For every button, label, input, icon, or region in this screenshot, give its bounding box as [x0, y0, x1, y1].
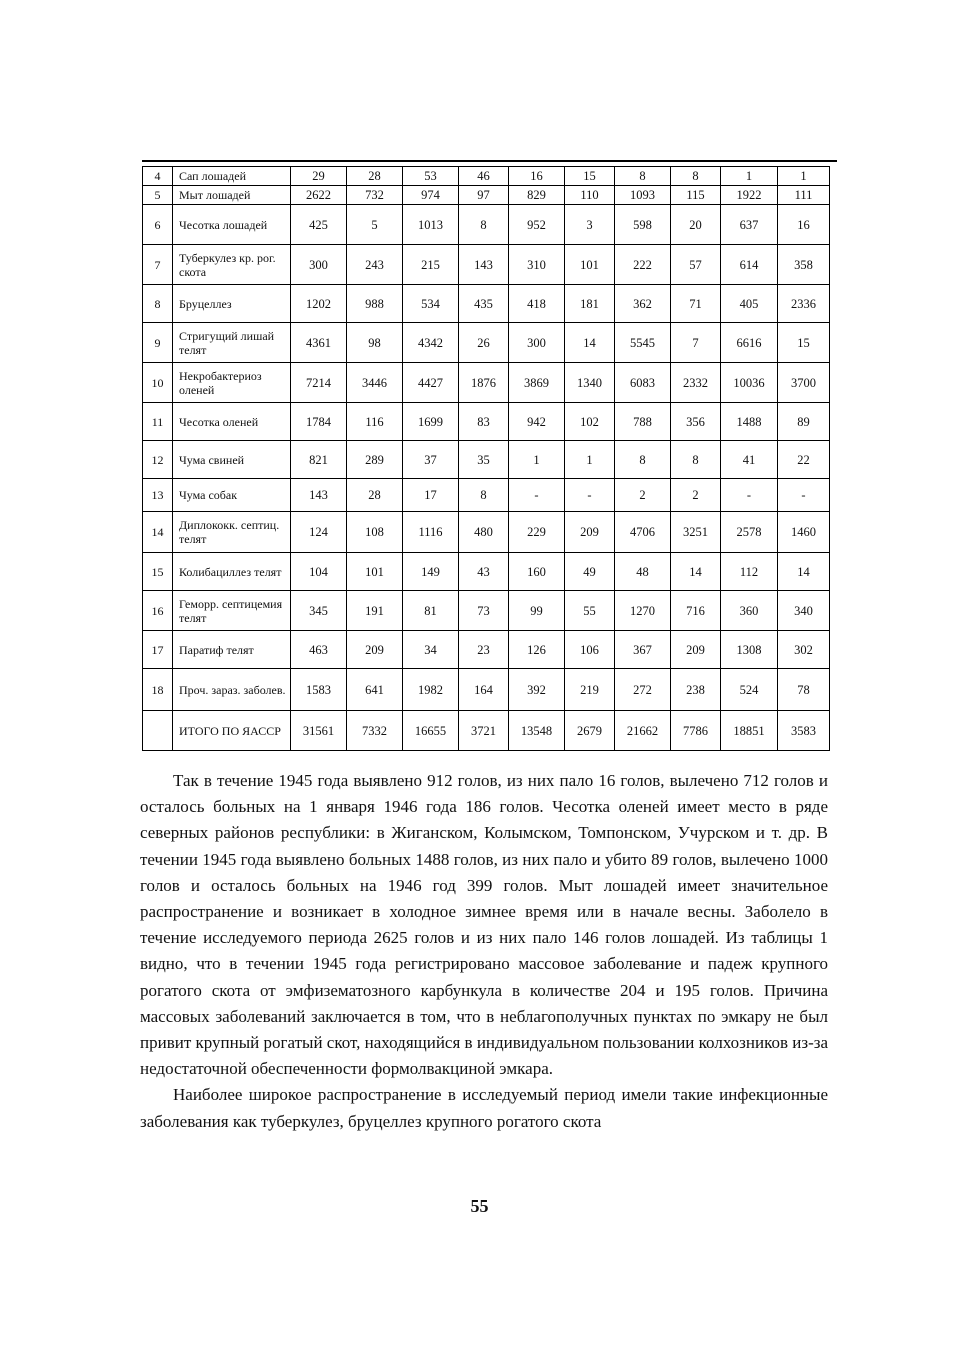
value-cell: 362	[615, 285, 671, 323]
disease-name: ИТОГО ПО ЯАССР	[173, 711, 291, 751]
value-cell: 71	[671, 285, 721, 323]
value-cell: 3	[565, 205, 615, 245]
value-cell: 8	[459, 205, 509, 245]
value-cell: 20	[671, 205, 721, 245]
value-cell: 1202	[291, 285, 347, 323]
value-cell: 209	[671, 631, 721, 669]
value-cell: 1	[509, 441, 565, 479]
row-number: 7	[143, 245, 173, 285]
value-cell: 89	[778, 403, 830, 441]
value-cell: 1	[778, 167, 830, 186]
table-row	[143, 403, 830, 441]
value-cell: 83	[459, 403, 509, 441]
row-number: 4	[143, 167, 173, 186]
value-cell: 1340	[565, 363, 615, 403]
value-cell: 302	[778, 631, 830, 669]
disease-name: Паратиф телят	[173, 631, 291, 669]
value-cell: 8	[615, 441, 671, 479]
value-cell: 1583	[291, 669, 347, 711]
value-cell: 1	[565, 441, 615, 479]
table-row	[143, 186, 830, 205]
value-cell: 345	[291, 591, 347, 631]
value-cell: 7332	[347, 711, 403, 751]
value-cell: 821	[291, 441, 347, 479]
value-cell: 1308	[721, 631, 778, 669]
row-number: 11	[143, 403, 173, 441]
value-cell: 3583	[778, 711, 830, 751]
value-cell: 46	[459, 167, 509, 186]
disease-name: Чесотка лошадей	[173, 205, 291, 245]
value-cell: 22	[778, 441, 830, 479]
row-number: 10	[143, 363, 173, 403]
value-cell: 97	[459, 186, 509, 205]
value-cell: 641	[347, 669, 403, 711]
table-row	[143, 285, 830, 323]
value-cell: 356	[671, 403, 721, 441]
value-cell: 1013	[403, 205, 459, 245]
value-cell: -	[778, 479, 830, 512]
value-cell: 2622	[291, 186, 347, 205]
value-cell: 1	[721, 167, 778, 186]
value-cell: 7214	[291, 363, 347, 403]
value-cell: 160	[509, 553, 565, 591]
value-cell: 14	[565, 323, 615, 363]
value-cell: 405	[721, 285, 778, 323]
value-cell: 732	[347, 186, 403, 205]
disease-name: Чума собак	[173, 479, 291, 512]
value-cell: 143	[291, 479, 347, 512]
value-cell: 149	[403, 553, 459, 591]
disease-name: Чесотка оленей	[173, 403, 291, 441]
value-cell: 340	[778, 591, 830, 631]
disease-name: Колибациллез телят	[173, 553, 291, 591]
value-cell: 191	[347, 591, 403, 631]
row-number: 17	[143, 631, 173, 669]
value-cell: 164	[459, 669, 509, 711]
value-cell: 104	[291, 553, 347, 591]
value-cell: 23	[459, 631, 509, 669]
value-cell: 243	[347, 245, 403, 285]
value-cell: 425	[291, 205, 347, 245]
value-cell: 101	[347, 553, 403, 591]
value-cell: 360	[721, 591, 778, 631]
value-cell: 310	[509, 245, 565, 285]
value-cell: 2336	[778, 285, 830, 323]
value-cell: 14	[778, 553, 830, 591]
value-cell: 598	[615, 205, 671, 245]
value-cell: 181	[565, 285, 615, 323]
value-cell: 2	[615, 479, 671, 512]
value-cell: 99	[509, 591, 565, 631]
value-cell: 2	[671, 479, 721, 512]
disease-name: Проч. зараз. заболев.	[173, 669, 291, 711]
value-cell: 41	[721, 441, 778, 479]
value-cell: 98	[347, 323, 403, 363]
value-cell: 1699	[403, 403, 459, 441]
table-row	[143, 167, 830, 186]
value-cell: 614	[721, 245, 778, 285]
value-cell: 57	[671, 245, 721, 285]
disease-name: Чума свиней	[173, 441, 291, 479]
value-cell: 1116	[403, 512, 459, 553]
row-number	[143, 711, 173, 751]
value-cell: 16	[509, 167, 565, 186]
value-cell: 49	[565, 553, 615, 591]
value-cell: 637	[721, 205, 778, 245]
value-cell: 942	[509, 403, 565, 441]
row-number: 13	[143, 479, 173, 512]
value-cell: 116	[347, 403, 403, 441]
row-number: 16	[143, 591, 173, 631]
value-cell: 4361	[291, 323, 347, 363]
value-cell: 952	[509, 205, 565, 245]
value-cell: 126	[509, 631, 565, 669]
table-row	[143, 479, 830, 512]
value-cell: 110	[565, 186, 615, 205]
value-cell: 1876	[459, 363, 509, 403]
table-row	[143, 711, 830, 751]
value-cell: 219	[565, 669, 615, 711]
table-row	[143, 553, 830, 591]
table-row	[143, 205, 830, 245]
body-text	[140, 768, 828, 1135]
value-cell: 21662	[615, 711, 671, 751]
table-body	[143, 167, 830, 751]
value-cell: 289	[347, 441, 403, 479]
page-number: 55	[470, 1196, 489, 1216]
value-cell: 8	[671, 167, 721, 186]
value-cell: 53	[403, 167, 459, 186]
value-cell: 37	[403, 441, 459, 479]
row-number: 6	[143, 205, 173, 245]
value-cell: 215	[403, 245, 459, 285]
value-cell: 358	[778, 245, 830, 285]
value-cell: 15	[778, 323, 830, 363]
value-cell: 48	[615, 553, 671, 591]
table-row	[143, 441, 830, 479]
value-cell: 17	[403, 479, 459, 512]
value-cell: 300	[509, 323, 565, 363]
value-cell: 3251	[671, 512, 721, 553]
value-cell: 5545	[615, 323, 671, 363]
value-cell: 1488	[721, 403, 778, 441]
value-cell: 367	[615, 631, 671, 669]
value-cell: 1093	[615, 186, 671, 205]
value-cell: 43	[459, 553, 509, 591]
value-cell: 10036	[721, 363, 778, 403]
value-cell: 2578	[721, 512, 778, 553]
value-cell: 3721	[459, 711, 509, 751]
value-cell: 788	[615, 403, 671, 441]
row-number: 9	[143, 323, 173, 363]
value-cell: 112	[721, 553, 778, 591]
value-cell: 143	[459, 245, 509, 285]
value-cell: 115	[671, 186, 721, 205]
value-cell: 1982	[403, 669, 459, 711]
paragraph-1: Так в течение 1945 года выявлено 912 голов, из них пало 16 голов, вылечено 712 голов и осталось больных на 1 января 1946 года 186 голов. Чесотка оленей имеет место в ряде северных районов республики: в Жиганском, Колымском, Томпонском, Учурском и т. др. В течении 1945 года выявлено больных 1488 голов, из них пало и убито 89 голов, вылечено 1000 голов и осталось больных на 1946 год 399 голов. Мыт лошадей имеет значительное распространение и возникает в холодное зимнее время или в начале весны. Заболело в течение исследуемого периода 2625 голов и из них пало 146 голов лошадей. Из таблицы 1 видно, что в течении 1945 года регистрировано массовое заболевание и падеж крупного рогатого скота от эмфизематозного карбункула в количестве 204 и 195 голов. Причина массовых заболеваний заключается в том, что в неблагополучных пунктах по эмкару не был привит крупный рогатый скот, находящийся в индивидуальном пользовании колхозников из-за недостаточной обеспеченности формолвакциной эмкара.	[140, 771, 828, 1079]
disease-name: Туберкулез кр. рог. скота	[173, 245, 291, 285]
value-cell: 16655	[403, 711, 459, 751]
value-cell: 111	[778, 186, 830, 205]
value-cell: 4342	[403, 323, 459, 363]
value-cell: 8	[459, 479, 509, 512]
value-cell: 15	[565, 167, 615, 186]
value-cell: 2332	[671, 363, 721, 403]
value-cell: 7786	[671, 711, 721, 751]
value-cell: 272	[615, 669, 671, 711]
value-cell: 1784	[291, 403, 347, 441]
value-cell: 435	[459, 285, 509, 323]
row-number: 18	[143, 669, 173, 711]
value-cell: 3446	[347, 363, 403, 403]
value-cell: 534	[403, 285, 459, 323]
value-cell: 988	[347, 285, 403, 323]
row-number: 12	[143, 441, 173, 479]
value-cell: 238	[671, 669, 721, 711]
table-top-rule	[142, 160, 837, 162]
table-row	[143, 245, 830, 285]
value-cell: 8	[615, 167, 671, 186]
value-cell: 6616	[721, 323, 778, 363]
value-cell: 209	[347, 631, 403, 669]
value-cell: 3869	[509, 363, 565, 403]
table-row	[143, 631, 830, 669]
value-cell: 35	[459, 441, 509, 479]
value-cell: 209	[565, 512, 615, 553]
value-cell: 16	[778, 205, 830, 245]
value-cell: 392	[509, 669, 565, 711]
value-cell: 29	[291, 167, 347, 186]
paragraph-2: Наиболее широкое распространение в исследуемый период имели такие инфекционные заболевания как туберкулез, бруцеллез крупного рогатого скота	[140, 1085, 828, 1131]
value-cell: 18851	[721, 711, 778, 751]
value-cell: 73	[459, 591, 509, 631]
value-cell: 108	[347, 512, 403, 553]
table-row	[143, 591, 830, 631]
value-cell: 7	[671, 323, 721, 363]
value-cell: 8	[671, 441, 721, 479]
value-cell: 6083	[615, 363, 671, 403]
value-cell: 300	[291, 245, 347, 285]
value-cell: 716	[671, 591, 721, 631]
value-cell: 28	[347, 479, 403, 512]
value-cell: 81	[403, 591, 459, 631]
value-cell: 34	[403, 631, 459, 669]
row-number: 14	[143, 512, 173, 553]
value-cell: 14	[671, 553, 721, 591]
row-number: 8	[143, 285, 173, 323]
value-cell: 463	[291, 631, 347, 669]
table-row	[143, 669, 830, 711]
value-cell: 229	[509, 512, 565, 553]
value-cell: 2679	[565, 711, 615, 751]
value-cell: -	[509, 479, 565, 512]
value-cell: -	[721, 479, 778, 512]
table-row	[143, 323, 830, 363]
value-cell: 102	[565, 403, 615, 441]
disease-statistics-table	[142, 166, 830, 751]
value-cell: 55	[565, 591, 615, 631]
disease-name: Бруцеллез	[173, 285, 291, 323]
table-row	[143, 363, 830, 403]
value-cell: 101	[565, 245, 615, 285]
value-cell: 13548	[509, 711, 565, 751]
value-cell: -	[565, 479, 615, 512]
disease-name: Геморр. септицемия телят	[173, 591, 291, 631]
value-cell: 4706	[615, 512, 671, 553]
value-cell: 1270	[615, 591, 671, 631]
value-cell: 829	[509, 186, 565, 205]
value-cell: 124	[291, 512, 347, 553]
value-cell: 524	[721, 669, 778, 711]
value-cell: 28	[347, 167, 403, 186]
value-cell: 26	[459, 323, 509, 363]
value-cell: 418	[509, 285, 565, 323]
disease-name: Диплококк. септиц. телят	[173, 512, 291, 553]
row-number: 15	[143, 553, 173, 591]
disease-name: Некробактериоз оленей	[173, 363, 291, 403]
row-number: 5	[143, 186, 173, 205]
value-cell: 5	[347, 205, 403, 245]
value-cell: 222	[615, 245, 671, 285]
value-cell: 31561	[291, 711, 347, 751]
value-cell: 3700	[778, 363, 830, 403]
value-cell: 974	[403, 186, 459, 205]
value-cell: 1460	[778, 512, 830, 553]
value-cell: 78	[778, 669, 830, 711]
disease-name: Мыт лошадей	[173, 186, 291, 205]
value-cell: 1922	[721, 186, 778, 205]
disease-name: Сап лошадей	[173, 167, 291, 186]
value-cell: 106	[565, 631, 615, 669]
value-cell: 4427	[403, 363, 459, 403]
disease-name: Стригущий лишай телят	[173, 323, 291, 363]
value-cell: 480	[459, 512, 509, 553]
table-row	[143, 512, 830, 553]
